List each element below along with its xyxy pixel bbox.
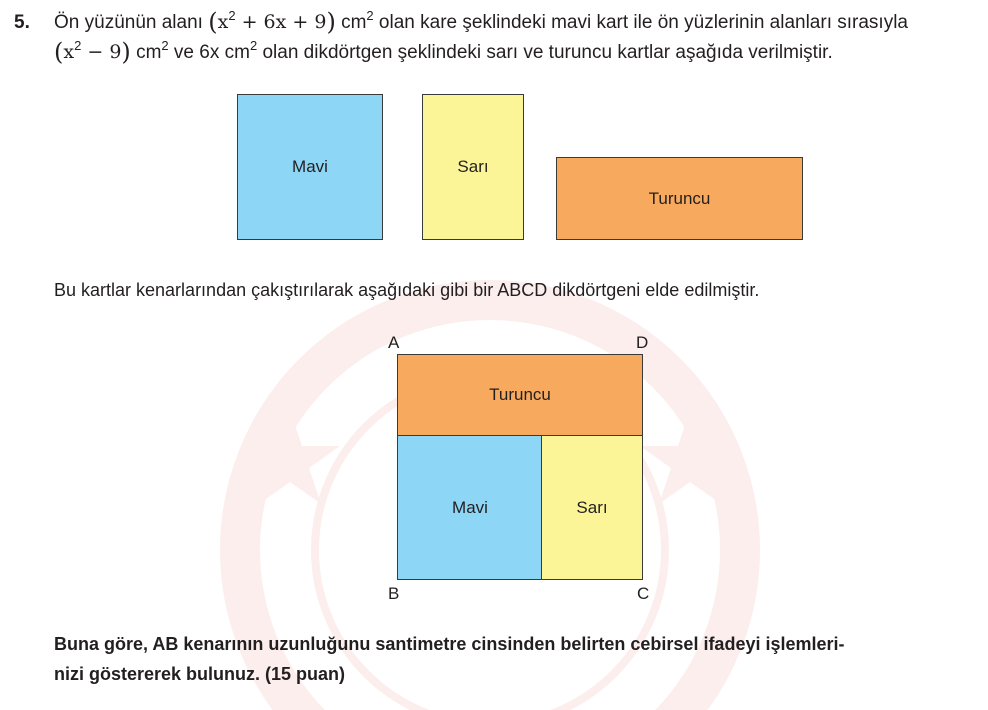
unit-text: cm bbox=[335, 12, 367, 33]
corner-label-b: B bbox=[388, 584, 400, 603]
math-paren-close: ) bbox=[326, 8, 336, 36]
question-line-2 bbox=[54, 38, 833, 66]
orange-card bbox=[556, 157, 803, 240]
math-exponent: 2 bbox=[228, 8, 236, 23]
rectangle-yellow-part bbox=[541, 435, 643, 580]
orange-card-label: Turuncu bbox=[648, 188, 711, 208]
unit-exponent: 2 bbox=[366, 8, 374, 23]
rectangle-orange-part bbox=[397, 354, 643, 436]
math-expression: + 6x + 9 bbox=[235, 11, 327, 33]
unit-text: cm bbox=[130, 42, 162, 63]
question-number: 5. bbox=[14, 12, 30, 33]
math-paren-close: ) bbox=[121, 38, 131, 66]
corner-label-c: C bbox=[637, 584, 650, 603]
math-paren-open: ( bbox=[208, 8, 218, 36]
unit-exponent: 2 bbox=[249, 38, 258, 53]
rectangle-blue-label: Mavi bbox=[452, 497, 488, 517]
unit-exponent: 2 bbox=[161, 38, 169, 53]
math-exponent: 2 bbox=[74, 38, 82, 53]
corner-label-a: A bbox=[388, 333, 400, 352]
yellow-card-label: Sarı bbox=[457, 157, 489, 176]
math-paren-open: ( bbox=[54, 38, 64, 66]
question-text: Ön yüzünün alanı bbox=[54, 12, 209, 33]
rectangle-blue-part bbox=[397, 435, 543, 580]
math-variable: x bbox=[217, 11, 229, 33]
question-line-1 bbox=[54, 8, 908, 36]
math-expression: − 9 bbox=[81, 41, 122, 63]
final-question-line-1: Buna göre, AB kenarının uzunluğunu santimetre cinsinden belirten cebirsel ifadeyi işlemleri- bbox=[54, 634, 845, 654]
rectangle-yellow-label: Sarı bbox=[576, 497, 608, 517]
blue-card bbox=[237, 94, 383, 240]
corner-label-d: D bbox=[636, 333, 649, 352]
rectangle-orange-label: Turuncu bbox=[489, 385, 551, 404]
middle-text: Bu kartlar kenarlarından çakıştırılarak aşağıdaki gibi bir ABCD dikdörtgeni elde edilmiştir. bbox=[54, 280, 760, 300]
question-text: olan kare şeklindeki mavi kart ile ön yüzlerinin alanları sırasıyla bbox=[373, 12, 909, 33]
final-question-line-2: nizi göstererek bulunuz. (15 puan) bbox=[54, 664, 346, 684]
question-text: ve 6x cm bbox=[168, 42, 250, 63]
blue-card-label: Mavi bbox=[292, 157, 328, 176]
yellow-card bbox=[422, 94, 524, 240]
math-variable: x bbox=[63, 41, 75, 63]
question-text: olan dikdörtgen şeklindeki sarı ve turuncu kartlar aşağıda verilmiştir. bbox=[257, 42, 833, 63]
